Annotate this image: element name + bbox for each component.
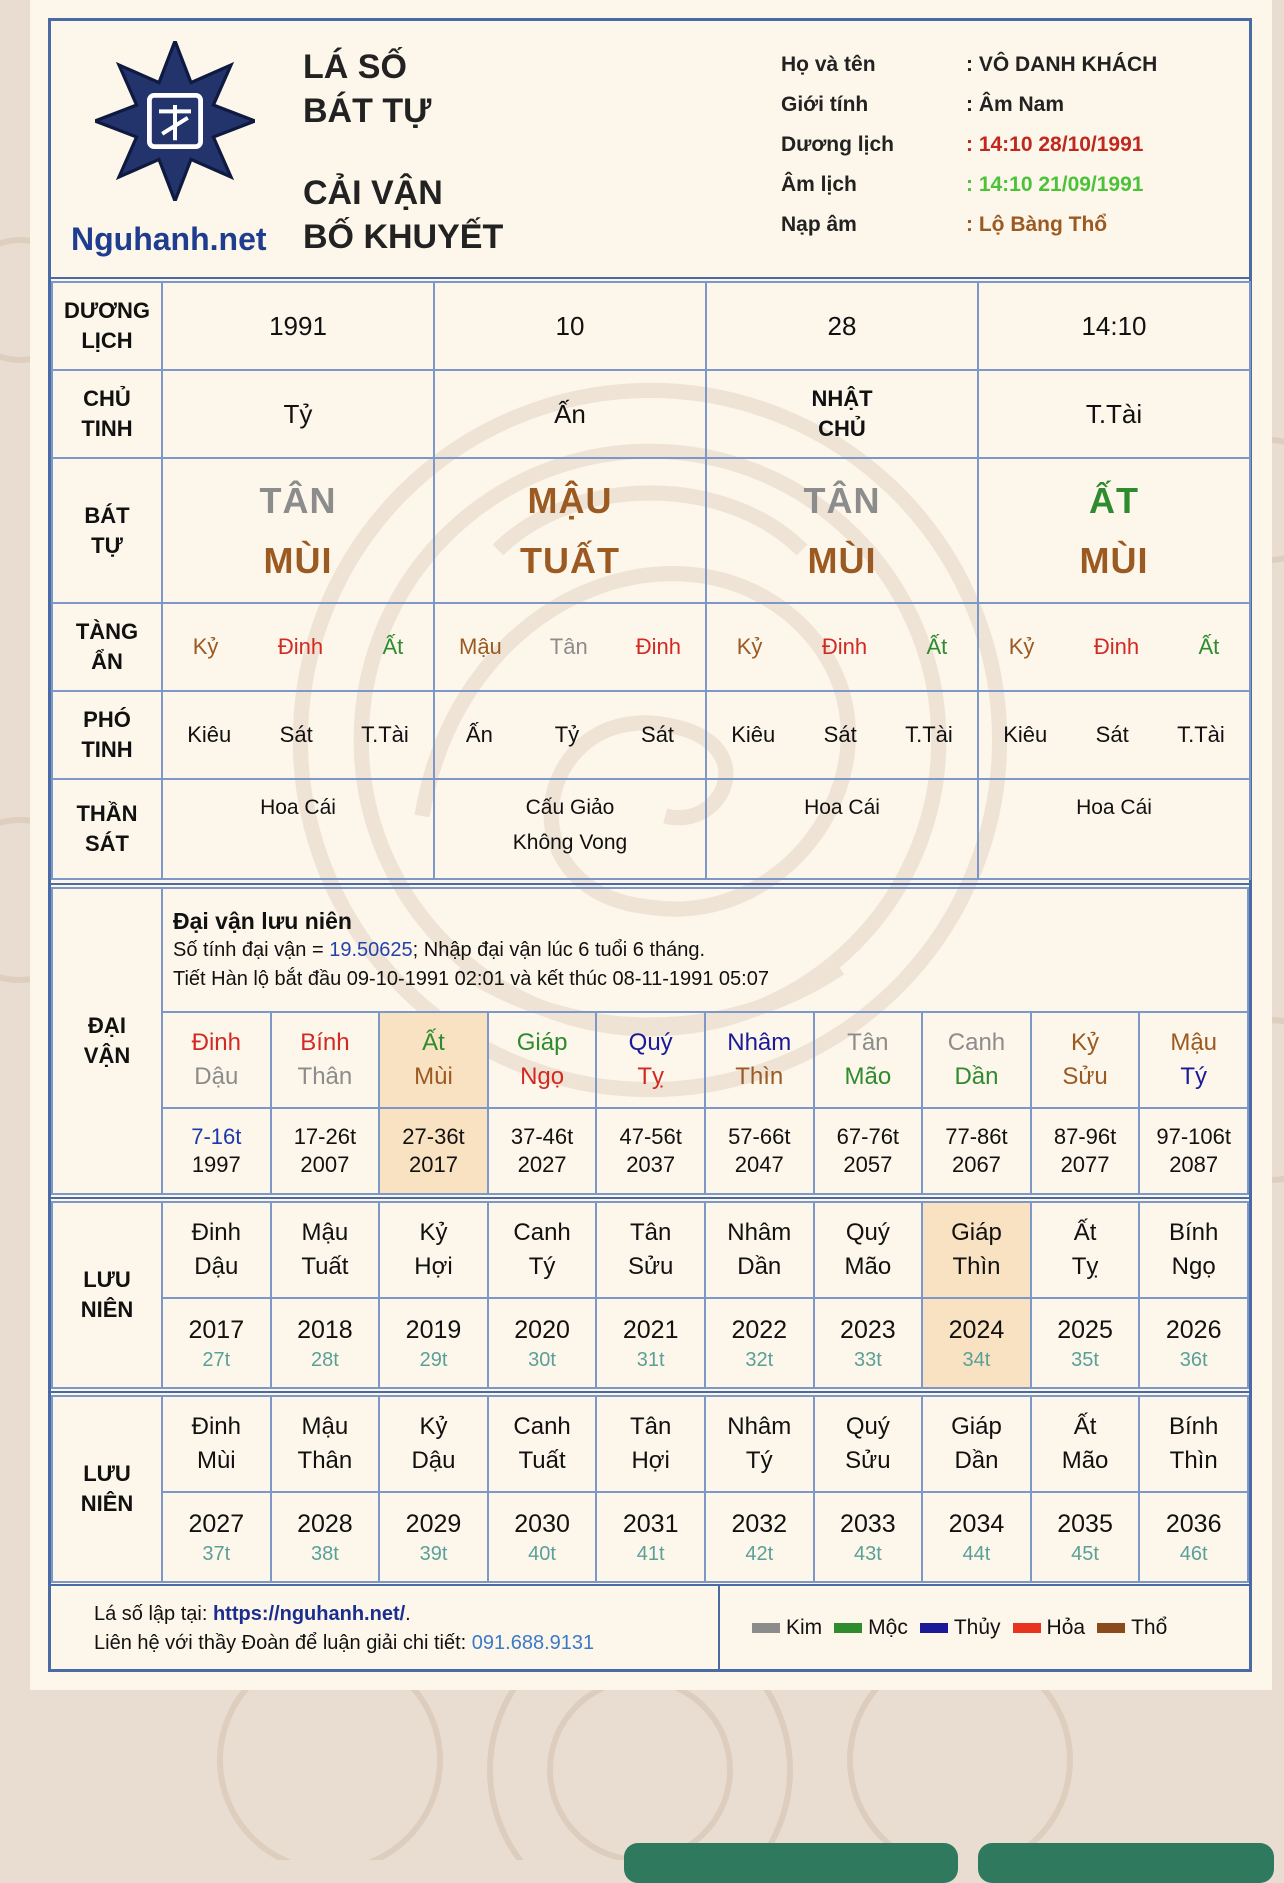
luu-nien-year: 2033 43t [814, 1492, 923, 1582]
dai-van-age: 87-96t 2077 [1031, 1108, 1140, 1194]
dai-van-age: 77-86t 2067 [922, 1108, 1031, 1194]
row-duong-lich [52, 282, 1250, 370]
dai-van-ages [52, 1108, 1248, 1194]
row-head: BÁT TỰ [52, 458, 162, 603]
luu-nien-pillar: Canh Tý [488, 1202, 597, 1298]
luu-nien-year: 2031 41t [596, 1492, 705, 1582]
chu-tinh-cell: NHẬT CHỦ [706, 370, 978, 458]
dai-van-pillar: Quý Tỵ [596, 1012, 705, 1108]
dai-van-age: 57-66t 2047 [705, 1108, 814, 1194]
chu-tinh-cell: Ấn [434, 370, 706, 458]
luu-nien-pillar: Quý Sửu [814, 1396, 923, 1492]
dai-van-age: 37-46t 2027 [488, 1108, 597, 1194]
divider [51, 883, 1249, 885]
dai-van-age: 97-106t 2087 [1139, 1108, 1248, 1194]
luu-nien-pillar: Canh Tuất [488, 1396, 597, 1492]
row-pho-tinh [52, 691, 1250, 779]
tang-an-cell: Kỷ Đinh Ất [706, 603, 978, 691]
luu-nien-year: 2022 32t [705, 1298, 814, 1388]
action-button-left[interactable] [624, 1843, 958, 1883]
info-solar-date: Dương lịch : 14:10 28/10/1991 [781, 133, 1144, 156]
dai-van-pillar: Mậu Tý [1139, 1012, 1248, 1108]
pho-tinh-cell: Kiêu Sát T.Tài [706, 691, 978, 779]
tang-an-cell: Mậu Tân Đinh [434, 603, 706, 691]
divider [51, 1197, 1249, 1199]
solar-hour: 14:10 [978, 282, 1250, 370]
luu-nien-year: 2036 46t [1139, 1492, 1248, 1582]
legend-swatch [1013, 1623, 1041, 1633]
row-head: CHỦ TINH [52, 370, 162, 458]
row-head: PHÓ TINH [52, 691, 162, 779]
dai-van-pillar: Tân Mão [814, 1012, 923, 1108]
dai-van-pillar: Kỷ Sửu [1031, 1012, 1140, 1108]
pillars-table [51, 281, 1251, 880]
row-head: THẦN SÁT [52, 779, 162, 879]
footer-info: Lá số lập tại: https://nguhanh.net/. Liên hệ với thầy Đoàn để luận giải chi tiết: 091.688.9131 [94, 1603, 595, 1654]
pillar-year: TÂN MÙI [162, 458, 434, 603]
legend-swatch [920, 1623, 948, 1633]
luu-nien-pillar: Ất Tỵ [1031, 1202, 1140, 1298]
luu-nien-pillar: Mậu Tuất [271, 1202, 380, 1298]
footer-divider [718, 1585, 720, 1669]
divider [51, 277, 1249, 279]
luu-nien-pillar: Tân Sửu [596, 1202, 705, 1298]
luu-nien-pillar: Bính Ngọ [1139, 1202, 1248, 1298]
title-line: CẢI VẬN [303, 174, 443, 212]
header [51, 21, 1249, 277]
luu-nien-year: 2034 44t [922, 1492, 1031, 1582]
row-head: LƯU NIÊN [52, 1396, 162, 1582]
dai-van-pillar: Giáp Ngọ [488, 1012, 597, 1108]
divider [51, 1584, 1249, 1586]
luu-nien-pillar: Giáp Dần [922, 1396, 1031, 1492]
row-head: LƯU NIÊN [52, 1202, 162, 1388]
chart-subtitle [303, 171, 503, 259]
row-than-sat [52, 779, 1250, 879]
dai-van-age: 27-36t 2017 [379, 1108, 488, 1194]
than-sat-cell: Cấu Giảo Không Vong [434, 779, 706, 879]
chu-tinh-cell: T.Tài [978, 370, 1250, 458]
luu-nien-year: 2019 29t [379, 1298, 488, 1388]
site-link[interactable]: https://nguhanh.net/ [212, 1603, 406, 1625]
luu-nien-table-2 [51, 1395, 1249, 1583]
info-name: Họ và tên : VÔ DANH KHÁCH [781, 53, 1158, 76]
luu-nien-pillar: Ất Mão [1031, 1396, 1140, 1492]
pho-tinh-cell: Kiêu Sát T.Tài [978, 691, 1250, 779]
dai-van-pillar: Bính Thân [271, 1012, 380, 1108]
pho-tinh-cell: Ấn Tỷ Sát [434, 691, 706, 779]
legend-item: Hỏa [1013, 1616, 1086, 1640]
than-sat-cell: Hoa Cái [706, 779, 978, 879]
legend-item: Thủy [920, 1616, 1001, 1640]
title-line: LÁ SỐ [303, 48, 407, 86]
luu-nien-pillar: Bính Thìn [1139, 1396, 1248, 1492]
than-sat-cell: Hoa Cái [978, 779, 1250, 879]
legend-item: Thổ [1097, 1616, 1167, 1640]
dai-van-table [51, 887, 1249, 1195]
chu-tinh-cell: Tỷ [162, 370, 434, 458]
solar-day: 28 [706, 282, 978, 370]
profile-info [781, 45, 1157, 245]
luu-nien-pillar: Đinh Mùi [162, 1396, 271, 1492]
row-head: DƯƠNG LỊCH [52, 282, 162, 370]
luu-nien-year: 2024 34t [922, 1298, 1031, 1388]
info-gender: Giới tính : Âm Nam [781, 93, 1065, 116]
legend-swatch [752, 1623, 780, 1633]
dai-van-info: Đại vận lưu niên Số tính đại vận = 19.50625; Nhập đại vận lúc 6 tuổi 6 tháng. Tiết Hàn lộ bắt đầu 09-10-1991 02:01 và kết thúc 08-11-1991 05:07 [162, 888, 1248, 1012]
luu-nien-year: 2035 45t [1031, 1492, 1140, 1582]
pillar-day: TÂN MÙI [706, 458, 978, 603]
phone-link[interactable]: 091.688.9131 [471, 1632, 595, 1654]
luu-nien-pillar: Kỷ Dậu [379, 1396, 488, 1492]
luu-nien-year: 2028 38t [271, 1492, 380, 1582]
luu-nien-pillar: Mậu Thân [271, 1396, 380, 1492]
luu-nien-pillar: Quý Mão [814, 1202, 923, 1298]
title-line: BÁT TỰ [303, 92, 432, 130]
tang-an-cell: Kỷ Đinh Ất [162, 603, 434, 691]
logo-star-icon [95, 41, 255, 201]
luu-nien-pillar: Nhâm Tý [705, 1396, 814, 1492]
luu-nien-pillar: Giáp Thìn [922, 1202, 1031, 1298]
dai-van-pillar: Đinh Dậu [162, 1012, 271, 1108]
chart-title [303, 45, 431, 133]
legend-swatch [1097, 1623, 1125, 1633]
luu-nien-year: 2018 28t [271, 1298, 380, 1388]
row-bat-tu [52, 458, 1250, 603]
info-lunar-date: Âm lịch : 14:10 21/09/1991 [781, 173, 1144, 196]
legend-swatch [834, 1623, 862, 1633]
luu-nien-pillar: Tân Hợi [596, 1396, 705, 1492]
luu-nien-year: 2032 42t [705, 1492, 814, 1582]
luu-nien-year: 2025 35t [1031, 1298, 1140, 1388]
legend-item: Mộc [834, 1616, 908, 1640]
row-head: TÀNG ẨN [52, 603, 162, 691]
luu-nien-year: 2027 37t [162, 1492, 271, 1582]
pillar-month: MẬU TUẤT [434, 458, 706, 603]
row-head: ĐẠI VẬN [52, 888, 162, 1194]
luu-nien-year: 2030 40t [488, 1492, 597, 1582]
tang-an-cell: Kỷ Đinh Ất [978, 603, 1250, 691]
luu-nien-pillar: Nhâm Dần [705, 1202, 814, 1298]
dai-van-pillars [52, 1012, 1248, 1108]
dai-van-pillar: Ất Mùi [379, 1012, 488, 1108]
pillar-hour: ẤT MÙI [978, 458, 1250, 603]
action-button-right[interactable] [978, 1843, 1274, 1883]
dai-van-age: 47-56t 2037 [596, 1108, 705, 1194]
dai-van-age: 17-26t 2007 [271, 1108, 380, 1194]
solar-month: 10 [434, 282, 706, 370]
title-line: BỐ KHUYẾT [303, 218, 504, 256]
luu-nien-year: 2026 36t [1139, 1298, 1248, 1388]
site-name[interactable]: Nguhanh.net [71, 221, 267, 257]
dai-van-title: Đại vận lưu niên [173, 907, 352, 934]
dai-van-pillar: Nhâm Thìn [705, 1012, 814, 1108]
legend-item: Kim [752, 1616, 822, 1640]
divider [51, 1391, 1249, 1393]
luu-nien-year: 2023 33t [814, 1298, 923, 1388]
row-tang-an [52, 603, 1250, 691]
dai-van-age: 7-16t 1997 [162, 1108, 271, 1194]
pho-tinh-cell: Kiêu Sát T.Tài [162, 691, 434, 779]
luu-nien-pillar: Đinh Dậu [162, 1202, 271, 1298]
dai-van-age: 67-76t 2057 [814, 1108, 923, 1194]
than-sat-cell: Hoa Cái [162, 779, 434, 879]
solar-year: 1991 [162, 282, 434, 370]
luu-nien-table-1 [51, 1201, 1249, 1389]
luu-nien-pillar: Kỷ Hợi [379, 1202, 488, 1298]
row-chu-tinh [52, 370, 1250, 458]
luu-nien-year: 2020 30t [488, 1298, 597, 1388]
luu-nien-year: 2017 27t [162, 1298, 271, 1388]
dai-van-pillar: Canh Dần [922, 1012, 1031, 1108]
luu-nien-year: 2029 39t [379, 1492, 488, 1582]
luu-nien-year: 2021 31t [596, 1298, 705, 1388]
element-legend [752, 1616, 1167, 1640]
info-nap-am: Nạp âm : Lộ Bàng Thổ [781, 213, 1108, 236]
